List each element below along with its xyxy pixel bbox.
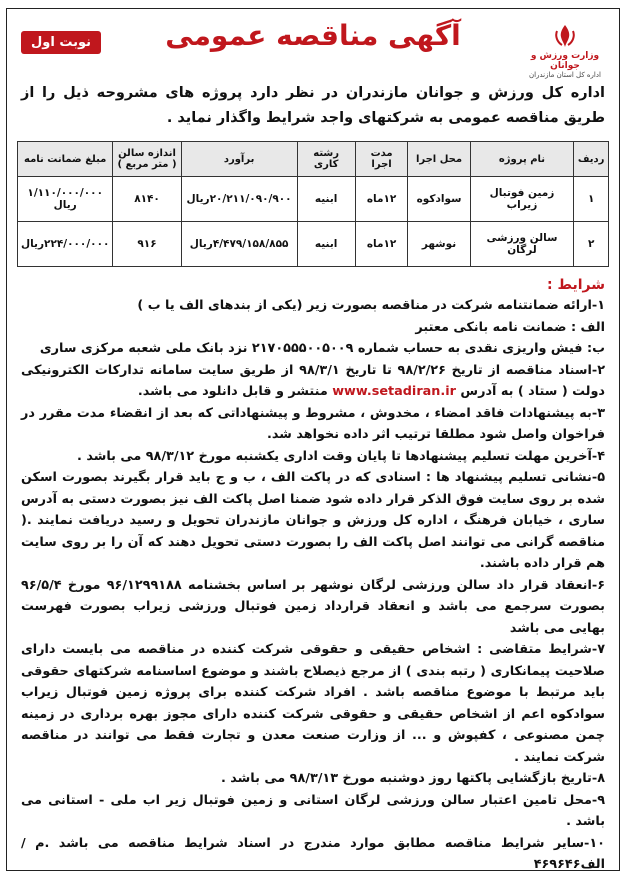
projects-table bbox=[17, 141, 609, 267]
table-cell: ۲۰/۲۱۱/۰۹۰/۹۰۰ریال bbox=[181, 177, 297, 222]
ministry-subtitle: اداره کل استان مازندران bbox=[529, 71, 601, 79]
condition-item: ۱-ارائه ضمانتنامه شرکت در مناقصه بصورت زیر (یکی از بندهای الف یا ب ) bbox=[137, 298, 605, 313]
condition-item: ۹-محل تامین اعتبار سالن ورزشی لرگان استانی و زمین فوتبال زیر اب ملی - استانی می باشد . bbox=[21, 792, 605, 829]
table-cell: زمین فوتبال زیراب bbox=[470, 177, 574, 222]
table-header-row bbox=[18, 142, 609, 177]
header-cell: ردیف bbox=[574, 142, 609, 177]
header-cell: مدت اجرا bbox=[355, 142, 408, 177]
table-cell: ۱۲ماه bbox=[355, 222, 408, 267]
table-cell: ۸۱۴۰ bbox=[113, 177, 181, 222]
table-cell: ابنیه bbox=[297, 222, 355, 267]
condition-item: ۳-به پیشنهادات فاقد امضاء ، مخدوش ، مشروط و پیشنهاداتی که بعد از انقضاء مدت مقرر در فراخوان واصل شود مطلقا ترتیب اثر داده نخواهد شد. bbox=[21, 405, 605, 442]
header-cell: اندازه سالن ( متر مربع ) bbox=[113, 142, 181, 177]
iran-emblem-icon bbox=[552, 23, 578, 49]
notice-frame bbox=[6, 8, 620, 871]
table-cell: ۱/۱۱۰/۰۰۰/۰۰۰ ریال bbox=[18, 177, 113, 222]
conditions-title: شرایط : bbox=[547, 277, 605, 293]
notice-header bbox=[7, 9, 619, 77]
intro-text: اداره کل ورزش و جوانان مازندران در نظر دارد پروژه های مشروحه ذیل را از طریق مناقصه عمومی به شرکتهای واجد شرایط واگذار نماید . bbox=[21, 85, 605, 126]
notice-title: آگهی مناقصه عمومی bbox=[165, 19, 461, 52]
table-cell: ۲ bbox=[574, 222, 609, 267]
table-row bbox=[18, 177, 609, 222]
table-cell: نوشهر bbox=[408, 222, 470, 267]
condition-item bbox=[21, 360, 605, 403]
condition-item: ب: فیش واریزی نقدی به حساب شماره ۲۱۷۰۵۵۵۰۰۵۰۰۹ نزد بانک ملی شعبه مرکزی ساری bbox=[39, 341, 605, 356]
condition-item: ۱۰-سایر شرایط مناقصه مطابق موارد مندرج در اسناد شرایط مناقصه می باشد .م /الف۴۶۹۶۴۶ bbox=[21, 835, 605, 872]
condition-item: ۸-تاریخ بازگشایی پاکتها روز دوشنبه مورخ ۹۸/۳/۱۳ می باشد . bbox=[220, 771, 605, 786]
ministry-name: وزارت ورزش و جوانان bbox=[530, 51, 600, 71]
condition-item: ۵-نشانی تسلیم پیشنهاد ها : اسنادی که در پاکت الف ، ب و ج باید قرار بگیرند بصورت اسکن شده بر روی سایت فوق الذکر قرار داده شود ضمنا اصل پاکت الف نیز بصورت دستی به آدرس ساری ، خیابان فرهنگ ، اداره کل ورزش و جوانان مازندران تحویل و رسید دریافت نمایند .( مناقصه گرانی می توانند اصل پاکت الف را بصورت دستی تحویل دهند که آن را بر روی سایت هم قرار داده باشند. bbox=[21, 470, 605, 571]
table-cell: ۲۲۴/۰۰۰/۰۰۰ریال bbox=[18, 222, 113, 267]
table-cell: سوادکوه bbox=[408, 177, 470, 222]
header-cell: محل اجرا bbox=[408, 142, 470, 177]
condition-item: ۶-انعقاد قرار داد سالن ورزشی لرگان نوشهر بر اساس بخشنامه ۹۶/۱۲۹۹۱۸۸ مورخ ۹۶/۵/۴ بصورت سرجمع می باشد و انعقاد قرارداد زمین فوتبال ورزشی زیراب بصورت فهرست بهایی می باشد bbox=[21, 577, 605, 636]
setadiran-link[interactable]: www.setadiran.ir bbox=[332, 384, 456, 399]
condition-item: الف : ضمانت نامه بانکی معتبر bbox=[415, 319, 605, 335]
condition-item: ۷-شرایط متقاضی : اشخاص حقیقی و حقوقی شرکت کننده در مناقصه می بایست دارای صلاحیت پیمانکاری ( رتبه بندی ) از مرجع ذیصلاح باشند و موضوع اساسنامه شرکتهای حقوقی باید مرتبط با موضوع مناقصه باشد . افراد شرکت کننده برای پروژه زمین فوتبال زیراب سوادکوه اعم از اشخاص حقیقی و حقوقی شرکت کننده دارای مجوز بهره برداری در زمینه چمن مصنوعی ، کفپوش و ... از وزارت صنعت معدن و تجارت فقط می توانند در مناقصه شرکت نمایند . bbox=[21, 642, 605, 765]
table-cell: ۹۱۶ bbox=[113, 222, 181, 267]
header-cell: رشته کاری bbox=[297, 142, 355, 177]
table-cell: ۱ bbox=[574, 177, 609, 222]
table-cell: ۱۲ماه bbox=[355, 177, 408, 222]
table-cell: سالن ورزشی لرگان bbox=[470, 222, 574, 267]
condition-text: ۲-اسناد مناقصه از تاریخ ۹۸/۲/۲۶ تا تاریخ ۹۸/۳/۱ از طریق سایت سامانه تدارکات الکترونیکی دولت ( ستاد ) به آدرس bbox=[21, 362, 605, 399]
first-round-badge: نوبت اول bbox=[21, 31, 101, 54]
header-cell: نام پروژه bbox=[470, 142, 574, 177]
header-cell: برآورد bbox=[181, 142, 297, 177]
table-cell: ۴/۴۷۹/۱۵۸/۸۵۵ریال bbox=[181, 222, 297, 267]
condition-item: ۴-آخرین مهلت تسلیم پیشنهادها تا پایان وقت اداری یکشنبه مورخ ۹۸/۳/۱۲ می باشد . bbox=[77, 448, 605, 464]
table-cell: ابنیه bbox=[297, 177, 355, 222]
conditions-list bbox=[7, 295, 619, 876]
ministry-logo bbox=[525, 23, 605, 79]
table-row bbox=[18, 222, 609, 267]
header-cell: مبلغ ضمانت نامه bbox=[18, 142, 113, 177]
condition-text: منتشر و قابل دانلود می باشد. bbox=[137, 384, 328, 399]
